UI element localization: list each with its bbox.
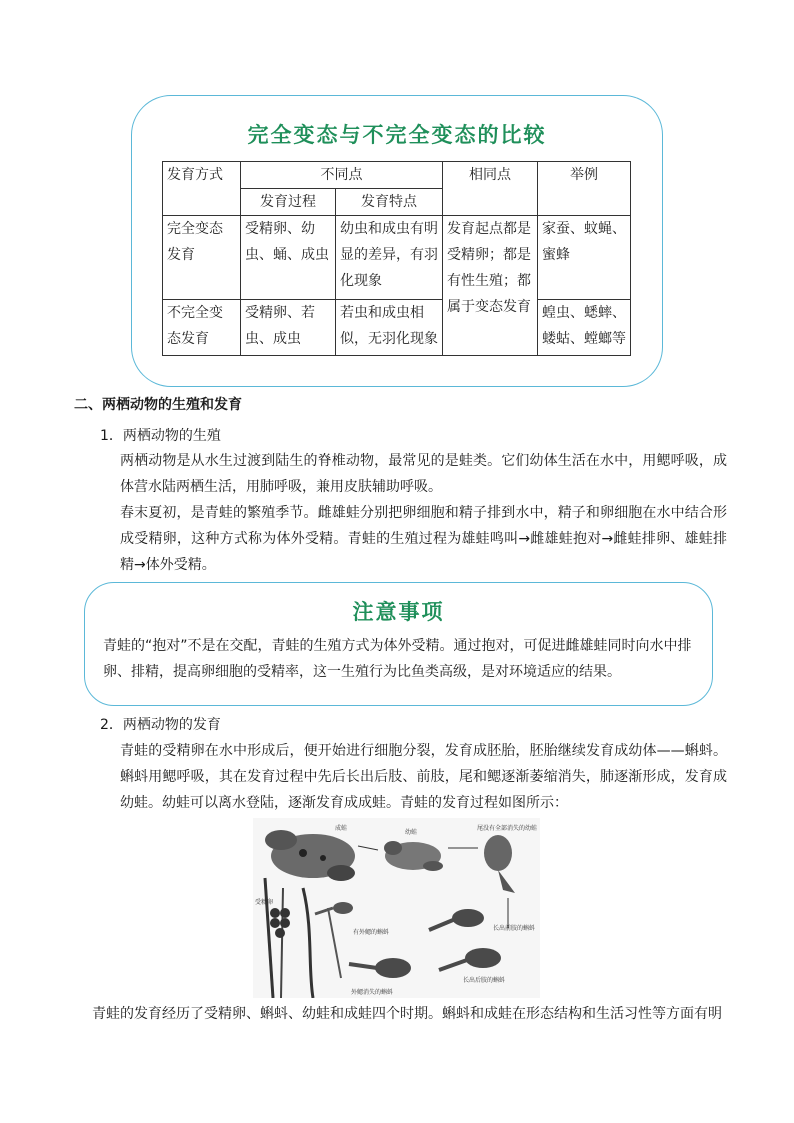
frog-life-cycle-diagram (253, 818, 540, 998)
arrow-icon (358, 846, 378, 850)
label-tail-not-gone: 尾没有全部消失的幼蛙 (477, 825, 538, 832)
water-plants-drawing (265, 878, 341, 998)
row2-type: 不完全变态发育 (163, 300, 241, 356)
label-adult-frog: 成蛙 (335, 825, 348, 832)
adult-frog-drawing (265, 830, 355, 881)
row1-features: 幼虫和成虫有明显的差异，有羽化现象 (336, 216, 443, 300)
similarity-cell: 发育起点都是受精卵；都是有性生殖；都属于变态发育 (443, 216, 538, 356)
notes-text: 青蛙的“抱对”不是在交配，青蛙的生殖方式为体外受精。通过抱对，可促进雌雄蛙同时向水中排卵、排精，提高卵细胞的受精率，这一生殖行为比鱼类高级，是对环境适应的结果。 (103, 638, 692, 680)
label-fertilized-egg: 受精卵 (255, 899, 274, 906)
tadpole-drawings (315, 902, 501, 978)
froglet-with-tail-drawing (484, 835, 515, 893)
header-similarities: 相同点 (443, 162, 538, 216)
header-examples: 举例 (538, 162, 631, 216)
notes-box (84, 582, 713, 706)
frog-life-cycle-figure (253, 818, 540, 998)
section-heading: 二、两栖动物的生殖和发育 (74, 397, 242, 413)
paragraph-amphibian-intro: 两栖动物是从水生过渡到陆生的脊椎动物，最常见的是蛙类。它们幼体生活在水中，用鳃呼吸，成体营水陆两栖生活，用肺呼吸，兼用皮肤辅助呼吸。 (120, 453, 727, 495)
egg-mass-drawing (270, 908, 290, 938)
row1-type: 完全变态发育 (163, 216, 241, 300)
row2-process: 受精卵、若虫、成虫 (241, 300, 336, 356)
header-differences: 不同点 (241, 162, 443, 189)
header-dev-features: 发育特点 (336, 189, 443, 216)
notes-title: 注意事项 (352, 599, 445, 624)
paragraph-development: 青蛙的受精卵在水中形成后，便开始进行细胞分裂，发育成胚胎，胚胎继续发育成幼体——蝌蚪。蝌蚪用鳃呼吸，其在发育过程中先后长出后肢、前肢，尾和鳃逐渐萎缩消失，肺逐渐形成，发育成幼蛙。幼蛙可以离水登陆，逐渐发育成成蛙。青蛙的发育过程如图所示： (120, 743, 727, 811)
header-dev-process: 发育过程 (241, 189, 336, 216)
paragraph-life-stages: 青蛙的发育经历了受精卵、蝌蚪、幼蛙和成蛙四个时期。蝌蚪和成蛙在形态结构和生活习性等方面有明 (92, 1006, 722, 1022)
row1-examples: 家蚕、蚊蝇、蜜蜂 (538, 216, 631, 300)
comparison-table (162, 161, 631, 356)
subsection-development: 2．两栖动物的发育 (100, 717, 221, 733)
comparison-box (131, 95, 663, 387)
row2-features: 若虫和成虫相似，无羽化现象 (336, 300, 443, 356)
comparison-title: 完全变态与不完全变态的比较 (247, 122, 547, 147)
label-forelimbs: 长出前肢的蝌蚪 (493, 925, 536, 932)
paragraph-breeding: 春末夏初，是青蛙的繁殖季节。雌雄蛙分别把卵细胞和精子排到水中，精子和卵细胞在水中结合形成受精卵，这种方式称为体外受精。青蛙的生殖过程为雄蛙鸣叫→雌雄蛙抱对→雌蛙排卵、雄蛙排精→体外受精。 (120, 505, 727, 573)
subsection-reproduction: 1．两栖动物的生殖 (100, 428, 221, 444)
header-dev-type: 发育方式 (163, 162, 241, 216)
label-external-gills: 有外鳃的蝌蚪 (353, 929, 390, 936)
row1-process: 受精卵、幼虫、蛹、成虫 (241, 216, 336, 300)
label-hindlimbs: 长出后肢的蝌蚪 (463, 977, 506, 984)
row2-examples: 蝗虫、蟋蟀、蝼蛄、螳螂等 (538, 300, 631, 356)
label-gills-gone: 外鳃消失的蝌蚪 (351, 989, 394, 996)
label-young-frog: 幼蛙 (405, 829, 418, 836)
young-frog-drawing (384, 841, 443, 871)
